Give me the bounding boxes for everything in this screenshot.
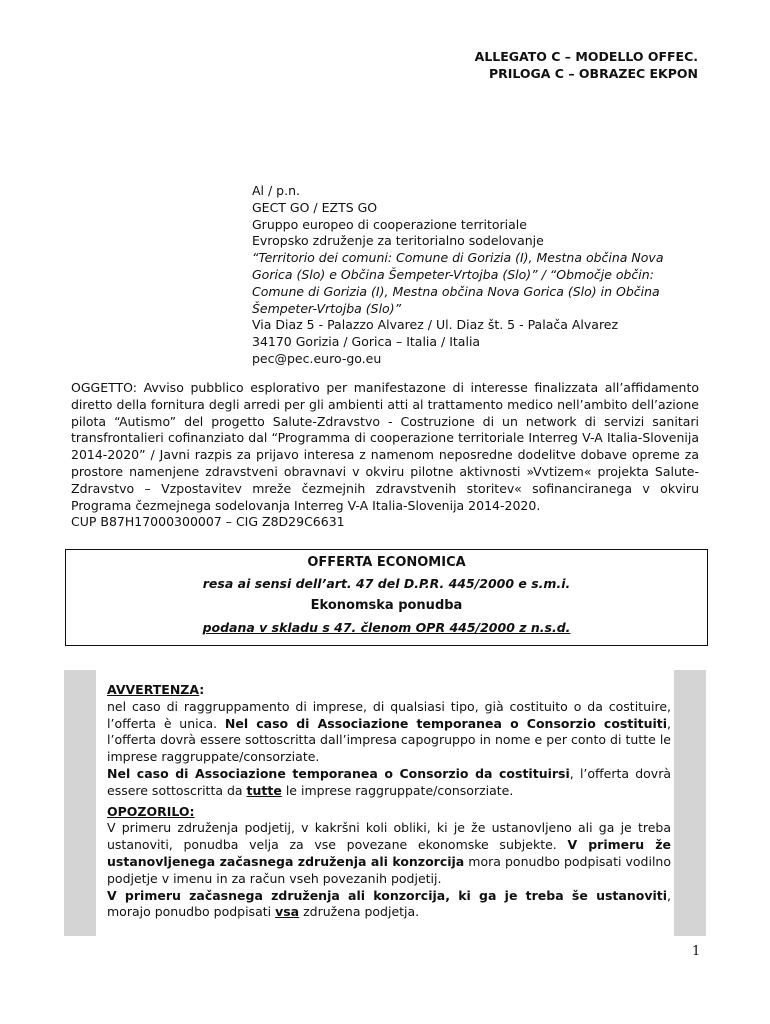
subject-paragraph [71,380,699,531]
text-bold: V primeru začasnega združenja ali konzorcija, ki ga je treba še ustanoviti [107,887,668,903]
address-line: Šempeter-Vrtojba (Slo)” [252,300,402,316]
text-span: le imprese raggruppate/consorziate. [281,782,514,798]
cup-cig-codes: CUP B87H17000300007 – CIG Z8D29C6631 [71,514,345,530]
address-email: pec@pec.euro-go.eu [252,350,382,366]
text-span: V primeru združenja podjetij, v kakršni koli obliki, ki je že ustanovljeno ali ga je treba ustanoviti, ponudba velja za vse povezane ekonomske subjekte. [107,820,671,853]
subject-body: OGGETTO: Avviso pubblico esplorativo per manifestazone di interesse finalizzata all’affidamento diretto della fornitura degli arredi per gli ambienti atti al trattamento medico nell’ambito dell’azione pilota “Autismo” del progetto Salute-Zdravstvo - Costruzione di un network di servizi sanitari transfrontalieri cofinanziato dal “Programma di cooperazione territoriale Interreg V-A Italia-Slovenija 2014-2020” / Javni razpis za prijavo interesa z namenom neposredne dodelitve dobave opreme za prostore namenjene zdravstveni obravnavi v okviru pilotne aktivnosti »Vvtizem« projekta Salute-Zdravstvo – Vzpostavitev mreže čezmejnih zdravstvenih storitev« sofinanciranega v okviru Programa čezmejnega sodelovanja Interreg V-A Italia-Slovenija 2014-2020. [71,380,699,513]
text-span: združena podjetja. [299,904,420,920]
text-underline: tutte [246,782,282,798]
offer-title-it: OFFERTA ECONOMICA [307,555,466,570]
text-span: , l’offerta dovrà essere sottoscritta da [107,765,671,798]
text-span: , l’offerta dovrà essere sottoscritta dall’impresa capogruppo in nome e per conto di tutte le imprese raggruppate/consorziate. [107,715,672,765]
text-span: mora ponudbo podpisati vodilno podjetje v imenu in za račun vseh povezanih podjetij. [107,853,671,886]
warning-it-para2 [107,766,671,800]
warning-sl-para1 [107,820,671,887]
address-line: GECT GO / EZTS GO [252,199,378,215]
offer-title-sl: Ekonomska ponudba [310,598,463,613]
text-underline: vsa [275,904,300,920]
address-line: “Territorio dei comuni: Comune di Gorizia (I), Mestna občina Nova [252,250,664,266]
text-bold: V primeru že ustanovljenega začasnega združenja ali konzorcija [107,837,671,869]
warning-heading-it: AVVERTENZA [107,682,200,697]
warning-sl-para2 [107,888,671,922]
page-number: 1 [692,944,701,959]
offer-subtitle-it: resa ai sensi dell’art. 47 del D.P.R. 445/2000 e s.m.i. [202,576,571,591]
text-span: nel caso di raggruppamento di imprese, di qualsiasi tipo, già costituito o da costituire, l’offerta è unica. [107,698,671,731]
text-span: , morajo ponudbo podpisati [107,887,671,920]
warning-heading-sl: OPOZORILO: [107,803,195,819]
recipient-address [252,183,692,368]
address-line: Evropsko združenje za teritorialno sodelovanje [252,233,544,249]
address-line: Comune di Gorizia (I), Mestna občina Nova Gorica (Slo) in Občina [252,283,660,299]
address-line: Gorica (Slo) e Občina Šempeter-Vrtojba (Slo)” / “Območje občin: [252,266,654,282]
warning-colon: : [199,682,205,697]
offer-subtitle-sl: podana v skladu s 47. členom OPR 445/2000 z n.s.d. [202,620,571,635]
address-line: 34170 Gorizia / Gorica – Italia / Italia [252,334,481,350]
text-bold: Nel caso di Associazione temporanea o Consorzio da costituirsi [107,765,570,781]
header-line-sl: PRILOGA C – OBRAZEC EKPON [488,66,698,81]
text-bold: Nel caso di Associazione temporanea o Consorzio costituiti [224,715,668,731]
warning-it-para1 [107,699,671,766]
address-line: Via Diaz 5 - Palazzo Alvarez / Ul. Diaz št. 5 - Palača Alvarez [252,317,619,333]
address-line: Al / p.n. [252,183,300,198]
document-header [475,48,698,82]
header-line-it: ALLEGATO C – MODELLO OFFEC. [474,49,698,64]
address-line: Gruppo europeo di cooperazione territoriale [252,216,527,232]
offer-title-box [65,549,708,646]
warning-text [107,682,671,921]
